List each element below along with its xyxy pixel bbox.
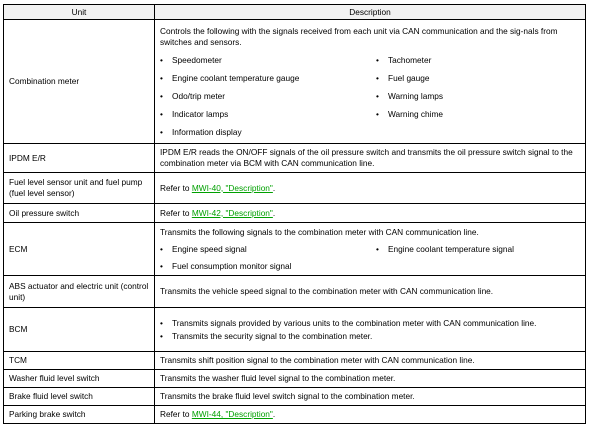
- list-item: • Information display: [160, 127, 376, 138]
- signal-list: [160, 244, 579, 272]
- table-header-row: [4, 5, 586, 20]
- unit-description-table: [3, 4, 586, 424]
- description-cell: Transmits shift position signal to the combination meter with CAN communication line.: [155, 352, 586, 370]
- unit-cell: Combination meter: [4, 20, 155, 144]
- list-item: • Warning chime: [376, 109, 579, 127]
- unit-cell: Oil pressure switch: [4, 204, 155, 223]
- description-cell: Transmits the vehicle speed signal to the combination meter with CAN communication line.: [155, 276, 586, 308]
- unit-cell: Brake fluid level switch: [4, 388, 155, 406]
- description-intro: Transmits the following signals to the combination meter with CAN communication line.: [160, 226, 479, 237]
- table-row: [4, 144, 586, 173]
- unit-cell: IPDM E/R: [4, 144, 155, 173]
- description-cell: Refer to MWI-44, "Description".: [155, 406, 586, 424]
- list-item: • Transmits the security signal to the combination meter.: [160, 331, 579, 342]
- unit-cell: Fuel level sensor unit and fuel pump (fuel level sensor): [4, 173, 155, 204]
- description-cell: [155, 20, 586, 144]
- list-item: • Tachometer: [376, 55, 579, 73]
- list-item: • Odo/trip meter: [160, 91, 376, 102]
- table-row: [4, 352, 586, 370]
- list-item: • Engine coolant temperature signal: [376, 244, 579, 261]
- table-row: [4, 173, 586, 204]
- list-item: • Indicator lamps: [160, 109, 376, 120]
- list-item: • Fuel consumption monitor signal: [160, 261, 376, 272]
- table-row: [4, 20, 586, 144]
- description-intro: Controls the following with the signals received from each unit via CAN communication and the sig-nals from switches and sensors.: [160, 25, 558, 47]
- table-row: [4, 406, 586, 424]
- unit-cell: ECM: [4, 223, 155, 276]
- list-item: • Transmits signals provided by various units to the combination meter with CAN communication line.: [160, 318, 579, 329]
- unit-cell: TCM: [4, 352, 155, 370]
- description-cell: [155, 223, 586, 276]
- description-cell: [155, 308, 586, 352]
- table-row: [4, 308, 586, 352]
- unit-cell: ABS actuator and electric unit (control unit): [4, 276, 155, 308]
- description-column-header: Description: [155, 5, 586, 20]
- list-item: • Speedometer: [160, 55, 376, 66]
- table-row: [4, 388, 586, 406]
- list-item: • Engine speed signal: [160, 244, 376, 255]
- description-cell: Transmits the brake fluid level switch signal to the combination meter.: [155, 388, 586, 406]
- unit-cell: BCM: [4, 308, 155, 352]
- table-row: [4, 276, 586, 308]
- reference-link[interactable]: MWI-42, "Description": [191, 207, 273, 218]
- description-cell: IPDM E/R reads the ON/OFF signals of the oil pressure switch and transmits the oil pressure switch signal to the combination meter via BCM with CAN communication line.: [155, 144, 586, 173]
- list-item: • Fuel gauge: [376, 73, 579, 91]
- unit-column-header: Unit: [4, 5, 155, 20]
- table-row: [4, 204, 586, 223]
- reference-link[interactable]: MWI-44, "Description": [191, 409, 273, 419]
- unit-cell: Parking brake switch: [4, 406, 155, 424]
- description-cell: Refer to MWI-40, "Description".: [155, 173, 586, 204]
- list-item: • Warning lamps: [376, 91, 579, 109]
- unit-cell: Washer fluid level switch: [4, 370, 155, 388]
- list-item: • Engine coolant temperature gauge: [160, 73, 376, 84]
- description-cell: Refer to MWI-42, "Description".: [155, 204, 586, 223]
- signal-list: [160, 55, 579, 138]
- table-row: [4, 223, 586, 276]
- description-cell: Transmits the washer fluid level signal to the combination meter.: [155, 370, 586, 388]
- table-row: [4, 370, 586, 388]
- reference-link[interactable]: MWI-40, "Description": [191, 182, 273, 193]
